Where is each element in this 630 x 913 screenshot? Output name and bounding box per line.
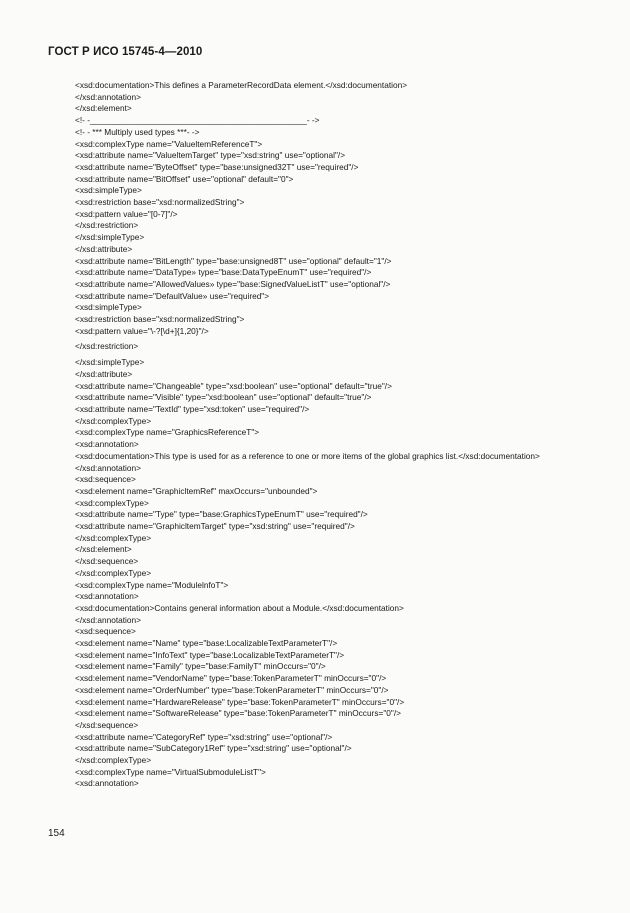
code-line: <xsd:restriction base="xsd:normalizedString"> [75,314,245,325]
code-line: </xsd:restriction> [75,220,139,231]
xsd-code-block [75,80,615,790]
code-line: <xsd:pattern value="[0-7]"/> [75,208,178,219]
code-line: </xsd:sequence> [75,719,139,730]
code-line: <xsd:pattern value="\-?[\d+]{1,20}"/> [75,325,209,336]
code-line: <xsd:attribute name="DataType» type="base:DataTypeEnumT" use="required"/> [75,267,372,278]
code-line: <xsd:complexType name="GraphicsReferenceT"> [75,427,260,438]
document-header: ГОСТ Р ИСО 15745-4—2010 [48,46,203,58]
code-line: <xsd:attribute name="Changeable" type="xsd:boolean" use="optional" default="true"/> [75,380,392,391]
code-line: <xsd:element name="InfoText" type="base:LocalizableTextParameterT"/> [75,649,345,660]
code-line: <xsd:documentation>This type is used for as a reference to one or more items of the global graphics list.</xsd:documentation> [75,450,540,461]
code-line: <xsd:simpleType> [75,302,142,313]
code-line: <xsd:annotation> [75,439,139,450]
code-line: </xsd:complexType> [75,755,152,766]
code-line: <xsd:complexType> [75,497,149,508]
code-line: <xsd:element name="HardwareRelease" type="base:TokenParameterT" minOccurs="0"/> [75,696,405,707]
code-line: <xsd:element name="GraphicltemRef" maxOccurs="unbounded"> [75,485,318,496]
code-line: <xsd:element name="OrderNumber" type="base:TokenParameterT" minOccurs="0"/> [75,684,389,695]
code-line: </xsd:element> [75,103,132,114]
code-line: </xsd:annotation> [75,614,141,625]
code-line: <xsd:element name="VendorName" type="base:TokenParameterT" minOccurs="0"/> [75,673,387,684]
code-line: <xsd:attribute name="DefaultValue» use="required"> [75,290,270,301]
code-line: </xsd:attribute> [75,368,133,379]
code-line: </xsd:restriction> [75,341,139,352]
code-line: <xsd:complexType name="VirtualSubmoduleListT"> [75,766,266,777]
code-line: </xsd:annotation> [75,462,141,473]
code-line: <!- -_______________________________________________- -> [75,115,320,126]
code-line: </xsd:complexType> [75,415,152,426]
code-line: <xsd:sequence> [75,626,136,637]
code-line: <xsd:attribute name="SubCategory1Ref" type="xsd:string" use="optional"/> [75,743,352,754]
code-line: <xsd:attribute name="Type" type="base:GraphicsTypeEnumT" use="required"/> [75,509,368,520]
code-line: </xsd:element> [75,544,132,555]
code-line: </xsd:complexType> [75,567,152,578]
code-line: <xsd:restriction base="xsd:normalizedString"> [75,197,245,208]
page-number: 154 [48,828,65,839]
code-line: </xsd:sequence> [75,556,139,567]
code-line: <xsd:attribute name="ValueltemTarget" type="xsd:string" use="optional"/> [75,150,346,161]
code-line: <xsd:annotation> [75,778,139,789]
code-line: <xsd:attribute name="GraphicltemTarget" type="xsd:string" use="required"/> [75,521,355,532]
code-line: <xsd:attribute name="CategoryRef" type="xsd:string" use="optional"/> [75,731,333,742]
code-line: <xsd:attribute name="TextId" type="xsd:token" use="required"/> [75,403,310,414]
code-line: <xsd:complexType name="ModulelnfoT"> [75,579,229,590]
code-line: </xsd:complexType> [75,532,152,543]
code-line: <xsd:annotation> [75,591,139,602]
code-line: <xsd:attribute name="BitLength" type="base:unsigned8T" use="optional" default="1"/> [75,255,392,266]
code-line: <xsd:attribute name="AllowedValues» type="base:SignedValueListT" use="optional"/> [75,278,391,289]
code-line: <xsd:element name="SoftwareRelease" type="base:TokenParameterT" minOccurs="0"/> [75,708,401,719]
code-line: <xsd:element name="Name" type="base:LocalizableTextParameterT"/> [75,638,338,649]
code-line: <xsd:documentation>This defines a ParameterRecordData element.</xsd:documentation> [75,80,408,90]
code-line: <xsd:documentation>Contains general information about a Module.</xsd:documentation> [75,602,404,613]
code-line: <xsd:attribute name="ByteOffset" type="base:unsigned32T" use="required"/> [75,161,359,172]
code-line: <xsd:attribute name="Visible" type="xsd:boolean" use="optional" default="true"/> [75,392,372,403]
code-line: <xsd:attribute name="BitOffset" use="optional" default="0"> [75,173,294,184]
code-line: <xsd:element name="Family" type="base:FamilyT" minOccurs="0"/> [75,661,326,672]
code-line: </xsd:annotation> [75,91,141,102]
code-line: <xsd:complexType name="ValueltemReferenceT"> [75,138,263,149]
code-line: <xsd:simpleType> [75,185,142,196]
code-line: <!- - *** Multiply used types ***- -> [75,126,200,137]
code-line: <xsd:sequence> [75,474,136,485]
code-line: </xsd:attribute> [75,243,133,254]
code-line: </xsd:simpleType> [75,357,145,368]
code-line: </xsd:simpleType> [75,232,145,243]
